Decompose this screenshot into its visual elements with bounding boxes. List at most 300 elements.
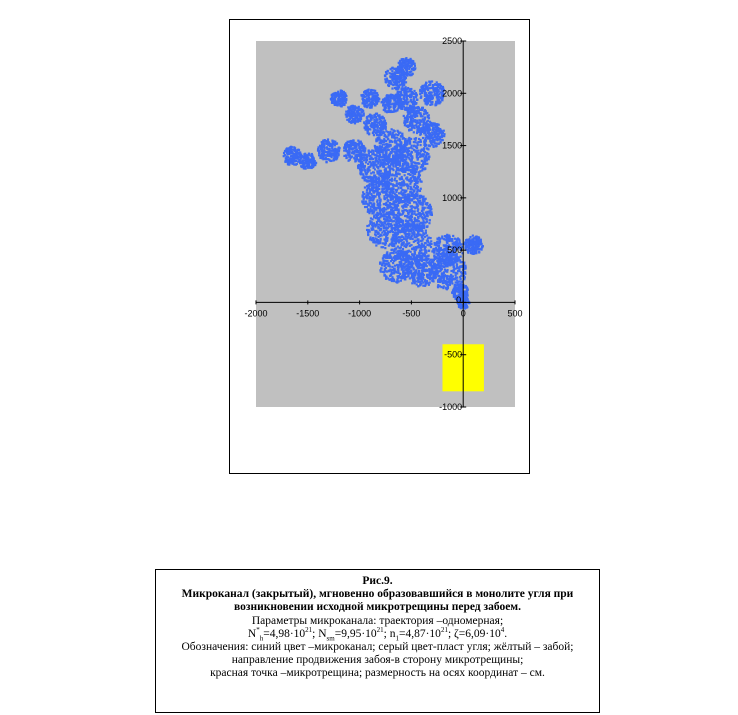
trajectory-point (408, 137, 410, 139)
trajectory-point (407, 259, 409, 261)
trajectory-point (348, 147, 350, 149)
trajectory-point (392, 262, 394, 264)
trajectory-point (396, 250, 398, 252)
trajectory-point (411, 122, 413, 124)
trajectory-point (384, 120, 386, 122)
trajectory-point (345, 99, 347, 101)
trajectory-point (391, 213, 393, 215)
trajectory-point (380, 175, 382, 177)
trajectory-point (398, 149, 400, 151)
trajectory-point (376, 223, 378, 225)
trajectory-point (360, 165, 362, 167)
trajectory-point (324, 139, 326, 141)
trajectory-point (403, 266, 405, 268)
trajectory-point (371, 182, 373, 184)
trajectory-point (423, 227, 425, 229)
trajectory-point (372, 227, 374, 229)
trajectory-point (362, 193, 364, 195)
trajectory-point (364, 90, 366, 92)
trajectory-point (411, 208, 413, 210)
trajectory-point (386, 233, 388, 235)
trajectory-point (401, 230, 403, 232)
trajectory-point (429, 277, 431, 279)
trajectory-point (442, 265, 444, 267)
trajectory-point (378, 172, 380, 174)
trajectory-point (312, 165, 314, 167)
trajectory-point (427, 148, 429, 150)
trajectory-point (368, 97, 370, 99)
trajectory-point (394, 249, 396, 251)
trajectory-point (402, 254, 404, 256)
trajectory-point (424, 251, 426, 253)
trajectory-point (360, 162, 362, 164)
trajectory-point (380, 120, 382, 122)
trajectory-point (380, 223, 382, 225)
trajectory-point (396, 173, 398, 175)
trajectory-point (388, 220, 390, 222)
trajectory-point (324, 147, 326, 149)
trajectory-point (404, 278, 406, 280)
trajectory-point (402, 223, 404, 225)
trajectory-point (399, 261, 401, 263)
trajectory-point (373, 128, 375, 130)
trajectory-point (422, 208, 424, 210)
trajectory-point (364, 165, 366, 167)
trajectory-point (383, 227, 385, 229)
trajectory-point (404, 124, 406, 126)
trajectory-point (421, 269, 423, 271)
trajectory-point (377, 94, 379, 96)
trajectory-point (391, 191, 393, 193)
trajectory-point (440, 286, 442, 288)
trajectory-point (415, 187, 417, 189)
trajectory-point (416, 204, 418, 206)
trajectory-point (390, 198, 392, 200)
trajectory-point (401, 176, 403, 178)
trajectory-point (395, 133, 397, 135)
trajectory-point (356, 157, 358, 159)
trajectory-point (464, 290, 466, 292)
trajectory-point (379, 193, 381, 195)
trajectory-point (426, 214, 428, 216)
trajectory-point (386, 94, 388, 96)
trajectory-point (386, 204, 388, 206)
trajectory-point (451, 282, 453, 284)
trajectory-point (441, 268, 443, 270)
trajectory-point (366, 106, 368, 108)
trajectory-point (428, 156, 430, 158)
trajectory-point (385, 254, 387, 256)
trajectory-point (421, 239, 423, 241)
trajectory-point (414, 240, 416, 242)
trajectory-point (333, 159, 335, 161)
trajectory-point (398, 162, 400, 164)
trajectory-point (378, 195, 380, 197)
trajectory-point (366, 225, 368, 227)
trajectory-point (414, 139, 416, 141)
trajectory-point (377, 241, 379, 243)
trajectory-point (404, 251, 406, 253)
trajectory-point (414, 274, 416, 276)
trajectory-point (407, 250, 409, 252)
trajectory-point (368, 150, 370, 152)
trajectory-point (402, 171, 404, 173)
trajectory-point (423, 168, 425, 170)
trajectory-point (405, 165, 407, 167)
trajectory-point (400, 187, 402, 189)
trajectory-point (366, 156, 368, 158)
trajectory-point (428, 237, 430, 239)
trajectory-point (417, 279, 419, 281)
trajectory-point (301, 166, 303, 168)
trajectory-point (424, 161, 426, 163)
trajectory-point (403, 201, 405, 203)
trajectory-point (414, 220, 416, 222)
trajectory-point (387, 255, 389, 257)
trajectory-point (389, 204, 391, 206)
trajectory-point (386, 195, 388, 197)
trajectory-point (385, 191, 387, 193)
trajectory-point (382, 246, 384, 248)
trajectory-point (317, 150, 319, 152)
trajectory-point (420, 256, 422, 258)
trajectory-point (400, 182, 402, 184)
trajectory-point (362, 195, 364, 197)
trajectory-point (383, 208, 385, 210)
trajectory-point (423, 224, 425, 226)
trajectory-point (372, 237, 374, 239)
trajectory-point (424, 163, 426, 165)
trajectory-point (434, 277, 436, 279)
trajectory-point (464, 300, 466, 302)
trajectory-point (421, 213, 423, 215)
trajectory-point (421, 164, 423, 166)
trajectory-point (409, 211, 411, 213)
trajectory-point (355, 107, 357, 109)
trajectory-point (379, 263, 381, 265)
trajectory-point (390, 225, 392, 227)
trajectory-point (387, 138, 389, 140)
trajectory-point (385, 226, 387, 228)
trajectory-point (379, 213, 381, 215)
trajectory-point (418, 229, 420, 231)
trajectory-point (374, 145, 376, 147)
trajectory-point (366, 125, 368, 127)
trajectory-point (386, 188, 388, 190)
trajectory-point (374, 178, 376, 180)
trajectory-point (395, 242, 397, 244)
trajectory-point (392, 210, 394, 212)
trajectory-point (387, 148, 389, 150)
trajectory-point (391, 94, 393, 96)
trajectory-point (414, 165, 416, 167)
trajectory-point (396, 275, 398, 277)
trajectory-point (367, 234, 369, 236)
trajectory-point (370, 197, 372, 199)
trajectory-point (402, 257, 404, 259)
trajectory-point (388, 213, 390, 215)
trajectory-point (398, 256, 400, 258)
trajectory-point (416, 110, 418, 112)
trajectory-point (388, 207, 390, 209)
trajectory-point (354, 150, 356, 152)
trajectory-point (421, 259, 423, 261)
trajectory-point (405, 148, 407, 150)
trajectory-point (386, 159, 388, 161)
trajectory-point (420, 181, 422, 183)
trajectory-point (454, 278, 456, 280)
trajectory-point (308, 153, 310, 155)
trajectory-point (379, 154, 381, 156)
trajectory-point (300, 158, 302, 160)
trajectory-point (420, 252, 422, 254)
trajectory-point (422, 285, 424, 287)
trajectory-point (370, 118, 372, 120)
trajectory-point (460, 271, 462, 273)
trajectory-point (398, 201, 400, 203)
trajectory-point (458, 289, 460, 291)
trajectory-point (377, 149, 379, 151)
trajectory-point (394, 106, 396, 108)
trajectory-point (414, 180, 416, 182)
trajectory-point (433, 263, 435, 265)
trajectory-point (386, 146, 388, 148)
trajectory-point (366, 229, 368, 231)
trajectory-point (417, 141, 419, 143)
trajectory-point (376, 193, 378, 195)
trajectory-point (342, 94, 344, 96)
trajectory-point (348, 118, 350, 120)
trajectory-point (312, 157, 314, 159)
trajectory-point (425, 242, 427, 244)
trajectory-point (403, 238, 405, 240)
trajectory-point (374, 116, 376, 118)
trajectory-point (436, 270, 438, 272)
trajectory-point (424, 259, 426, 261)
trajectory-point (384, 169, 386, 171)
trajectory-point (421, 235, 423, 237)
trajectory-point (391, 259, 393, 261)
trajectory-point (327, 138, 329, 140)
trajectory-point (368, 92, 370, 94)
trajectory-point (368, 200, 370, 202)
trajectory-point (283, 152, 285, 154)
trajectory-point (384, 244, 386, 246)
trajectory-point (327, 148, 329, 150)
trajectory-point (411, 282, 413, 284)
trajectory-point (389, 169, 391, 171)
trajectory-point (423, 119, 425, 121)
trajectory-point (359, 118, 361, 120)
trajectory-point (410, 215, 412, 217)
trajectory-point (405, 276, 407, 278)
trajectory-point (420, 249, 422, 251)
trajectory-point (380, 163, 382, 165)
trajectory-point (393, 179, 395, 181)
trajectory-point (464, 305, 466, 307)
trajectory-point (397, 272, 399, 274)
trajectory-point (367, 203, 369, 205)
trajectory-point (368, 161, 370, 163)
trajectory-point (412, 103, 414, 105)
trajectory-point (348, 153, 350, 155)
trajectory-point (385, 278, 387, 280)
trajectory-point (422, 218, 424, 220)
trajectory-point (390, 152, 392, 154)
trajectory-point (439, 280, 441, 282)
trajectory-point (443, 285, 445, 287)
trajectory-point (422, 264, 424, 266)
trajectory-point (421, 280, 423, 282)
trajectory-point (382, 261, 384, 263)
trajectory-point (376, 201, 378, 203)
trajectory-point (396, 264, 398, 266)
trajectory-point (414, 217, 416, 219)
trajectory-point (408, 129, 410, 131)
trajectory-point (384, 247, 386, 249)
trajectory-point (400, 277, 402, 279)
trajectory-point (302, 157, 304, 159)
trajectory-point (392, 269, 394, 271)
trajectory-point (415, 229, 417, 231)
trajectory-point (389, 187, 391, 189)
trajectory-point (360, 172, 362, 174)
trajectory-point (335, 103, 337, 105)
trajectory-point (414, 173, 416, 175)
trajectory-point (409, 178, 411, 180)
trajectory-point (396, 143, 398, 145)
trajectory-point (408, 166, 410, 168)
trajectory-point (348, 107, 350, 109)
trajectory-point (376, 99, 378, 101)
trajectory-point (444, 275, 446, 277)
trajectory-point (331, 145, 333, 147)
trajectory-point (284, 154, 286, 156)
trajectory-point (370, 172, 372, 174)
trajectory-point (373, 134, 375, 136)
trajectory-point (376, 134, 378, 136)
trajectory-point (369, 188, 371, 190)
trajectory-point (417, 176, 419, 178)
trajectory-point (393, 160, 395, 162)
trajectory-point (405, 120, 407, 122)
trajectory-point (422, 232, 424, 234)
trajectory-point (343, 147, 345, 149)
trajectory-point (383, 254, 385, 256)
trajectory-point (370, 90, 372, 92)
trajectory-point (356, 115, 358, 117)
trajectory-point (345, 154, 347, 156)
trajectory-point (286, 153, 288, 155)
trajectory-point (373, 196, 375, 198)
trajectory-point (401, 235, 403, 237)
trajectory-point (390, 183, 392, 185)
trajectory-point (396, 175, 398, 177)
trajectory-point (372, 92, 374, 94)
trajectory-point (384, 134, 386, 136)
trajectory-point (369, 176, 371, 178)
trajectory-point (419, 156, 421, 158)
trajectory-point (352, 140, 354, 142)
trajectory-point (396, 185, 398, 187)
trajectory-point (406, 176, 408, 178)
trajectory-point (354, 121, 356, 123)
trajectory-point (417, 162, 419, 164)
trajectory-point (396, 222, 398, 224)
trajectory-point (418, 276, 420, 278)
trajectory-point (384, 232, 386, 234)
trajectory-point (391, 111, 393, 113)
trajectory-point (423, 214, 425, 216)
trajectory-point (379, 216, 381, 218)
trajectory-point (358, 109, 360, 111)
trajectory-point (413, 90, 415, 92)
trajectory-point (305, 162, 307, 164)
trajectory-point (358, 106, 360, 108)
trajectory-point (363, 99, 365, 101)
trajectory-point (379, 235, 381, 237)
trajectory-point (303, 159, 305, 161)
trajectory-point (311, 154, 313, 156)
trajectory-point (351, 109, 353, 111)
trajectory-point (402, 271, 404, 273)
trajectory-point (359, 115, 361, 117)
trajectory-point (413, 113, 415, 115)
trajectory-point (413, 201, 415, 203)
trajectory-point (296, 150, 298, 152)
trajectory-point (409, 110, 411, 112)
trajectory-point (401, 267, 403, 269)
trajectory-point (382, 257, 384, 259)
trajectory-point (364, 203, 366, 205)
trajectory-point (453, 288, 455, 290)
trajectory-point (368, 180, 370, 182)
trajectory-point (418, 270, 420, 272)
trajectory-point (402, 273, 404, 275)
trajectory-point (424, 207, 426, 209)
trajectory-point (376, 178, 378, 180)
trajectory-point (407, 124, 409, 126)
trajectory-point (384, 274, 386, 276)
trajectory-point (389, 167, 391, 169)
trajectory-point (416, 191, 418, 193)
trajectory-point (383, 214, 385, 216)
trajectory-point (397, 167, 399, 169)
trajectory-point (397, 212, 399, 214)
trajectory-point (401, 200, 403, 202)
trajectory-point (409, 277, 411, 279)
trajectory-point (404, 143, 406, 145)
trajectory-point (387, 143, 389, 145)
trajectory-point (422, 196, 424, 198)
trajectory-point (393, 214, 395, 216)
trajectory-point (401, 160, 403, 162)
trajectory-point (338, 154, 340, 156)
trajectory-point (406, 215, 408, 217)
trajectory-point (422, 203, 424, 205)
trajectory-point (425, 202, 427, 204)
trajectory-point (379, 206, 381, 208)
trajectory-point (399, 132, 401, 134)
trajectory-point (425, 283, 427, 285)
trajectory-point (388, 154, 390, 156)
trajectory-point (363, 103, 365, 105)
trajectory-point (410, 228, 412, 230)
trajectory-point (426, 234, 428, 236)
trajectory-point (384, 242, 386, 244)
trajectory-point (354, 147, 356, 149)
trajectory-point (416, 223, 418, 225)
